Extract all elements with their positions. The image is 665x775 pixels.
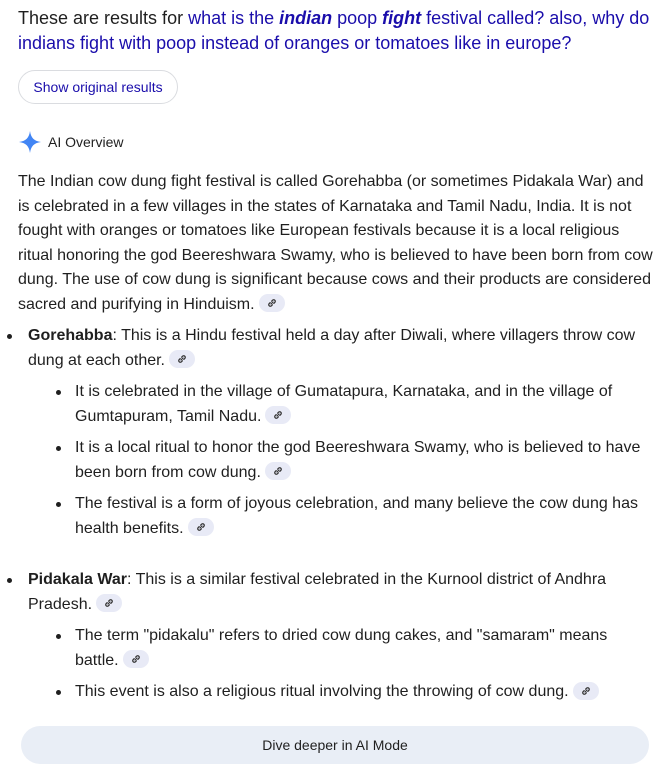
- results-for-prefix: These are results for: [18, 8, 189, 28]
- corrected-query-link[interactable]: what is the indian poop fight festival called? also, why do indians fight with poop instead of oranges or tomatoes like in europe?: [18, 8, 650, 53]
- link-icon[interactable]: [259, 294, 285, 312]
- bullet-title: Pidakala War: [28, 571, 128, 588]
- results-for-notice: [18, 6, 658, 56]
- sub-bullet: This event is also a religious ritual involving the throwing of cow dung.: [75, 680, 655, 705]
- link-icon[interactable]: [169, 350, 195, 368]
- bullet-title: Gorehabba: [28, 327, 113, 344]
- overview-paragraph: The Indian cow dung fight festival is called Gorehabba (or sometimes Pidakala War) and is celebrated in a few villages in the states of Karnataka and Tamil Nadu, India. It is not fought with oranges or tomatoes like European festivals because it is a local religious ritual honoring the god Beereshwara Swamy, who is believed to have been born from cow dung. The use of cow dung is significant because cows and their products are considered sacred and purifying in Hinduism.: [18, 173, 653, 313]
- sub-bullet: The festival is a form of joyous celebration, and many believe the cow dung has health benefits.: [75, 492, 655, 541]
- link-icon[interactable]: [265, 406, 291, 424]
- link-icon[interactable]: [573, 682, 599, 700]
- show-original-results-button[interactable]: Show original results: [18, 70, 178, 104]
- link-icon[interactable]: [96, 594, 122, 612]
- ai-overview-label: AI Overview: [48, 134, 124, 150]
- link-icon[interactable]: [265, 462, 291, 480]
- link-icon[interactable]: [188, 518, 214, 536]
- sub-bullet: The term "pidakalu" refers to dried cow dung cakes, and "samaram" means battle.: [75, 624, 655, 673]
- sub-bullet: It is celebrated in the village of Gumatapura, Karnataka, and in the village of Gumtapuram, Tamil Nadu.: [75, 380, 655, 429]
- dive-deeper-ai-mode-button[interactable]: Dive deeper in AI Mode: [21, 726, 649, 764]
- bullet-gorehabba: Gorehabba: This is a Hindu festival held a day after Diwali, where villagers throw cow dung at each other.: [28, 324, 653, 373]
- link-icon[interactable]: [123, 650, 149, 668]
- sub-bullet: It is a local ritual to honor the god Beereshwara Swamy, who is believed to have been born from cow dung.: [75, 436, 655, 485]
- bullet-pidakala-war: Pidakala War: This is a similar festival celebrated in the Kurnool district of Andhra Pradesh.: [28, 568, 653, 617]
- ai-overview-header: [18, 130, 123, 154]
- ai-spark-icon: [18, 130, 42, 154]
